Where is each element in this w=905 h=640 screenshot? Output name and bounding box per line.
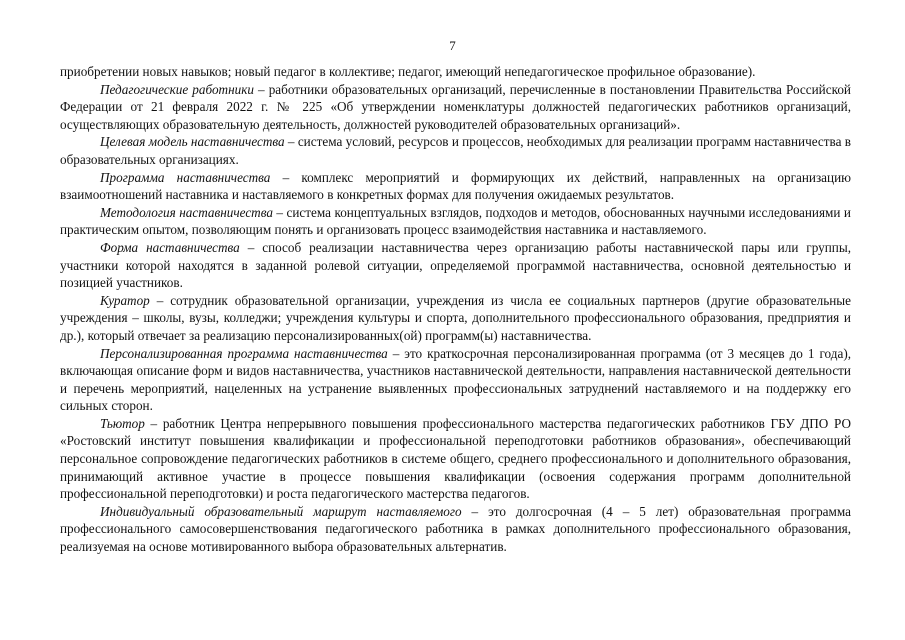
definition-text: – комплекс мероприятий и формирующих их действий, направленных на организацию взаимоотношений наставника и наставляемого в конкретных формах для получения ожидаемых результатов. xyxy=(60,169,851,203)
definition-pedagogical-workers xyxy=(60,81,851,134)
definition-mentoring-program xyxy=(60,169,851,204)
definition-personalized-program xyxy=(60,345,851,415)
definition-text: – работник Центра непрерывного повышения профессионального мастерства педагогических работников ГБУ ДПО РО «Ростовский институт повышения квалификации и профессиональной переподготовки работников образования», обеспечивающий персональное сопровождение педагогических работников в системе общего, среднего профессионального и дополнительного образования, принимающий активное участие в процессе повышения квалификации (освоения содержания программ дополнительной профессиональной переподготовки) и роста педагогического мастерства педагогов. xyxy=(60,415,851,502)
definition-tutor xyxy=(60,415,851,503)
definition-mentoring-methodology xyxy=(60,204,851,239)
definition-curator xyxy=(60,292,851,345)
definition-target-model xyxy=(60,133,851,168)
definition-text: – это краткосрочная персонализированная программа (от 3 месяцев до 1 года), включающая описание форм и видов наставничества, участников наставнической деятельности, направления наставнической деятельности и перечень мероприятий, нацеленных на устранение выявленных профессиональных затруднений наставляемого и на поддержку его сильных сторон. xyxy=(60,345,852,414)
term: Персонализированная программа наставничества xyxy=(100,345,388,361)
page-number: 7 xyxy=(449,38,456,53)
term: Педагогические работники xyxy=(100,81,254,97)
paragraph-continuation xyxy=(60,63,851,81)
paragraph-text: приобретении новых навыков; новый педагог в коллективе; педагог, имеющий непедагогическое профильное образование). xyxy=(60,64,756,79)
term: Методология наставничества xyxy=(100,204,273,220)
definition-text: – работники образовательных организаций, перечисленные в постановлении Правительства Российской Федерации от 21 февраля 2022 г. № 225 «Об утверждении номенклатуры должностей педагогических работников организаций, осуществляющих образовательную деятельность, должностей руководителей образовательных организаций». xyxy=(60,81,851,132)
term: Форма наставничества xyxy=(100,239,240,255)
definition-text: – это долгосрочная (4 – 5 лет) образовательная программа профессионального самосовершенствования педагогического работника в рамках дополнительного профессионального образования, реализуемая на основе мотивированного выбора образовательных альтернатив. xyxy=(60,503,851,555)
term: Тьютор xyxy=(100,415,145,431)
term: Целевая модель наставничества xyxy=(100,134,285,150)
document-body xyxy=(60,63,851,556)
definition-text: – сотрудник образовательной организации, учреждения из числа ее социальных партнеров (другие образовательные учреждения – школы, вузы, колледжи; учреждения культуры и спорта, дополнительного профессионального образования, предприятия и др.), который отвечает за реализацию персонализированных(ой) программ(ы) наставничества. xyxy=(60,292,851,343)
definition-text: – система концептуальных взглядов, подходов и методов, обоснованных научными исследованиями и практическим опытом, позволяющим понять и организовать процесс взаимодействия наставника и наставляемого. xyxy=(60,204,851,238)
term: Куратор xyxy=(100,292,150,308)
definition-individual-route xyxy=(60,503,851,556)
definition-mentoring-form xyxy=(60,239,851,292)
term: Индивидуальный образовательный маршрут наставляемого xyxy=(100,503,462,519)
definition-text: – способ реализации наставничества через организацию работы наставнической пары или группы, участники которой находятся в заданной ролевой ситуации, определяемой программой наставничества, основной деятельностью и позицией участников. xyxy=(60,239,851,291)
definition-text: – система условий, ресурсов и процессов, необходимых для реализации программ наставничества в образовательных организациях. xyxy=(60,134,851,167)
term: Программа наставничества xyxy=(100,169,271,185)
